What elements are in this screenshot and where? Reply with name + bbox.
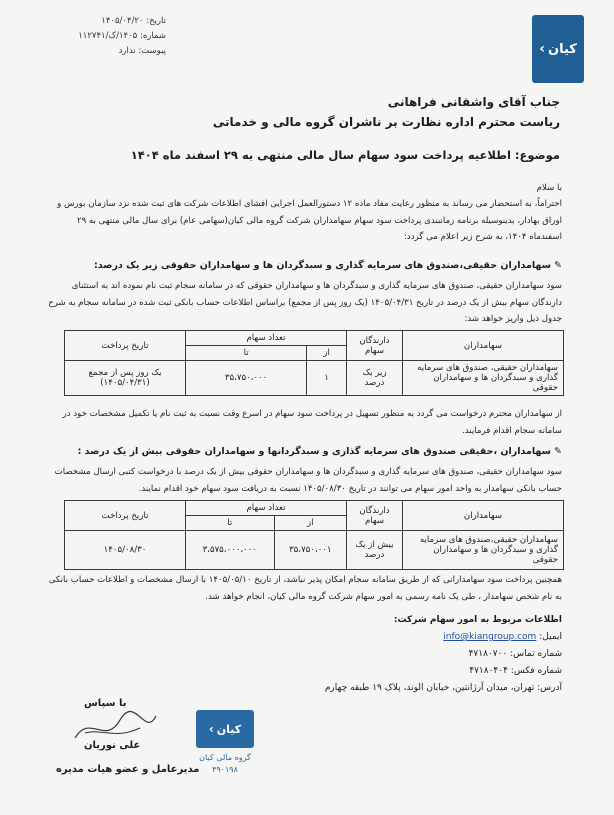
section1-paragraph: سود سهامداران حقیقی، صندوق های سرمایه گذاری و سبدگردان ها و سهامداران حقوقی که در سامانه سجام ثبت نام نموده اند به استثنای دارندگان سهام بیش از یک درصد در تاریخ ۱۴۰۵/۰۴/۳۱ (یک روز پس از مجمع) براساس اطلاعات حساب بانکی ثبت شده در سامانه سجام به شرح جدول ذیل واریز خواهد شد: (48, 281, 562, 324)
pen-icon: ✎ (554, 260, 562, 271)
cell-from: ۳۵،۷۵۰،۰۰۱ (274, 531, 346, 570)
section2-paragraph: سود سهامداران حقیقی، صندوق های سرمایه گذاری و سبدگردان ها و سهامداران حقوقی بیش از یک درصد با درخواست کتبی ارسال مشخصات حساب بانکی سهامدار به واحد امور سهام می توانند در تاریخ ۱۴۰۵/۰۸/۳۰ نسبت به دریافت سود سهام خود اقدام نمایند. (54, 467, 562, 494)
stamp-caption: گروه مالی کیان (199, 753, 251, 762)
col-holders: سهامداران (403, 331, 564, 361)
contact-phone: شماره تماس: ۴۷۱۸۰۷۰۰ (468, 649, 562, 659)
col-share-count: تعداد سهام (186, 501, 347, 516)
section1-title (42, 260, 562, 271)
section1-table (64, 330, 564, 396)
signer-role: مدیرعامل و عضو هیات مدیره (56, 764, 200, 775)
pen-icon: ✎ (554, 446, 562, 457)
logo-chevron-icon: ‹ (539, 41, 545, 57)
logo-brand: کیان (547, 41, 577, 57)
letter-date: تاریخ: ۱۴۰۵/۰۴/۲۰ (101, 16, 166, 26)
signer-name: علی نوریان (84, 740, 141, 751)
thanks-text: با سپاس (84, 698, 127, 709)
col-holders: سهامداران (403, 501, 564, 531)
addressee (40, 92, 560, 132)
greeting: با سلام (536, 183, 562, 193)
cell-owners: بیش از یک درصد (347, 531, 403, 570)
stamp-number: ۴۹۰۱۹۸ (212, 765, 238, 774)
cell-holders: سهامداران حقیقی،صندوق های سرمایه گذاری و سبدگردان ها و سهامداران حقوقی (403, 531, 564, 570)
contact-email-line (262, 629, 562, 646)
table-row (65, 361, 564, 396)
cell-to: ۳،۵۷۵،۰۰۰،۰۰۰ (186, 531, 275, 570)
cell-holders: سهامداران حقیقی، صندوق های سرمایه گذاری و سبدگردان ها و سهامداران حقوقی (403, 361, 564, 396)
letter-meta (16, 14, 166, 59)
col-owners: دارندگان سهام (347, 501, 403, 531)
table-header-row (65, 331, 564, 346)
col-from: از (274, 516, 346, 531)
col-owners: دارندگان سهام (347, 331, 403, 361)
col-to: تا (186, 346, 307, 361)
email-link[interactable]: info@kiangroup.com (443, 632, 537, 642)
col-pay-date: تاریخ پرداخت (65, 331, 186, 361)
cell-date: یک روز پس از مجمع (۱۴۰۵/۰۴/۳۱) (65, 361, 186, 396)
table-row (65, 531, 564, 570)
email-label: ایمیل: (539, 632, 562, 642)
addressee-title: ریاست محترم اداره نظارت بر ناشران گروه مالی و خدماتی (212, 115, 560, 129)
contact-address: آدرس: تهران، میدان آرژانتین، خیابان الوند، پلاک ۱۹ طبقه چهارم (324, 683, 562, 693)
section1-note: از سهامداران محترم درخواست می گردد به منظور تسهیل در پرداخت سود سهام در اسرع وقت نسبت به ثبت نام یا تکمیل مشخصات خود در سامانه سجام اقدام فرمایند. (62, 409, 562, 436)
col-share-count: تعداد سهام (186, 331, 347, 346)
col-to: تا (186, 516, 275, 531)
contact-block (262, 612, 562, 697)
contact-fax: شماره فکس: ۴۷۱۸۰۴۰۴ (469, 666, 562, 676)
company-logo (532, 15, 584, 83)
section2-title-text: سهامداران ،حقیقی صندوق های سرمایه گذاری و سبدگردانها و سهامداران حقوقی بیش از یک درصد : (77, 446, 552, 457)
section2-note: همچنین پرداخت سود سهامدارانی که از طریق سامانه سجام امکان پذیر نباشد، از تاریخ ۱۴۰۵/۰۵/۱۰ با ارسال مشخصات و اطلاعات حساب بانکی به نام شخص سهامدار ، طی یک نامه رسمی به امور سهام شرکت گروه مالی کیان، انجام خواهد شد. (48, 575, 562, 602)
section2-table (64, 500, 564, 570)
cell-owners: زیر یک درصد (347, 361, 403, 396)
section1-title-text: سهامداران حقیقی،صندوق های سرمایه گذاری و سبدگردان ها و سهامداران حقوقی زیر یک درصد: (93, 260, 552, 271)
col-from: از (307, 346, 347, 361)
addressee-name: جناب آقای واشقانی فراهانی (387, 95, 560, 109)
letter-number: شماره: ۱۴۰۵/ک/۱۱۲۷۴۱ (78, 31, 166, 41)
cell-from: ۱ (307, 361, 347, 396)
intro-paragraph: احتراماً، به استحضار می رساند به منظور رعایت مفاد ماده ۱۲ دستورالعمل اجرایی افشای اطلاعات شرکت های ثبت شده نزد سازمان بورس و اوراق بهادار، بدینوسیله برنامه زمانبندی پرداخت سود سهام سهامداران شرکت گروه مالی کیان(سهامی عام) برای سال مالی منتهی به ۲۹ اسفندماه ۱۴۰۴، به شرح زیر اعلام می گردد: (57, 199, 562, 242)
letter-subject: موضوع: اطلاعیه پرداخت سود سهام سال مالی منتهی به ۲۹ اسفند ماه ۱۴۰۴ (130, 148, 560, 162)
stamp-chevron-icon: ‹ (208, 722, 214, 736)
contact-title: اطلاعات مربوط به امور سهام شرکت: (393, 615, 562, 625)
col-pay-date: تاریخ پرداخت (65, 501, 186, 531)
letter-attachment: پیوست: ندارد (118, 46, 166, 56)
stamp-brand: کیان (216, 722, 242, 736)
company-stamp (196, 710, 254, 748)
cell-date: ۱۴۰۵/۰۸/۳۰ (65, 531, 186, 570)
section2-title (42, 446, 562, 457)
cell-to: ۳۵،۷۵۰،۰۰۰ (186, 361, 307, 396)
table-header-row (65, 501, 564, 516)
